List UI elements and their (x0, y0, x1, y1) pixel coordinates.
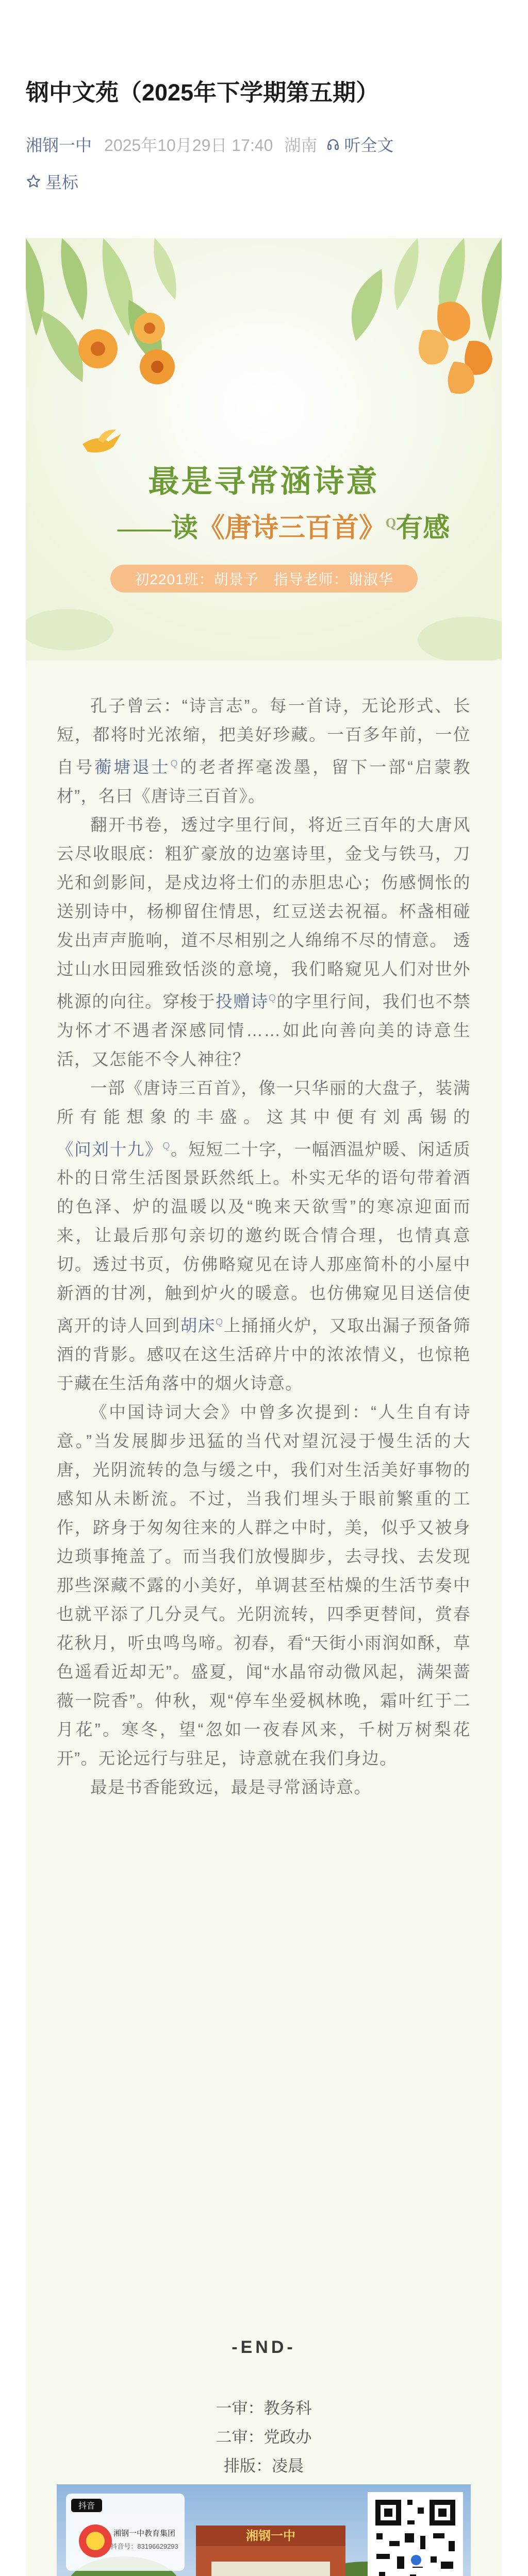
listen-full-label: 听全文 (344, 136, 394, 155)
paragraph-1: 孔子曾云：“诗言志”。每一首诗，无论形式、长短，都将时光浓缩，把美好珍藏。一百多年前，一位自号蘅塘退士$^Q$的老者挥毫泼墨，留下一部“启蒙教材”，名曰《唐诗三百首》。 (57, 697, 471, 805)
credit-line: 二审：党政办 (216, 2428, 312, 2446)
star-outline-icon (26, 174, 41, 189)
headphones-icon (326, 138, 340, 151)
article-body (57, 691, 471, 1802)
publish-location: 湖南 (284, 136, 318, 155)
star-button[interactable] (26, 170, 78, 193)
keyword-link-touzengshi[interactable]: 投赠诗 (216, 992, 269, 1011)
keyword-link-huchuang[interactable]: 胡床 (180, 1316, 216, 1335)
listen-full-button[interactable] (326, 132, 393, 156)
banner-subtitle: ——读《唐诗三百首》$^Q$有感 (117, 514, 450, 543)
paragraph-2: 翻开书卷，透过字里行间，将近三百年的大唐风云尽收眼底：粗犷豪放的边塞诗里，金戈与铁马，刀光和剑影间，是戍边将士们的赤胆忠心；伤感惆怅的送别诗中，杨柳留住情思，红豆送去祝福。杯盏相碰发出声声脆响，道不尽相别之人绵绵不尽的情意。 透过山水田园雅致恬淡的意境，我们略窥见人们对世外桃源的向往。穿梭于投赠诗$^Q$的字里行间，我们也不禁为怀才不遇者深感同情……如此向善向美的诗意生活，又怎能不令人神往？ (57, 815, 471, 1069)
keyword-link-wenliushijiu[interactable]: 《问刘十九》 (57, 1140, 163, 1159)
floral-banner-illustration (26, 238, 502, 660)
search-mini-icon: Q (268, 992, 277, 1003)
search-mini-icon: Q (162, 1140, 171, 1151)
credit-line: 一审：教务科 (216, 2399, 312, 2417)
search-mini-icon: Q (385, 515, 397, 531)
end-mark: -END- (232, 2337, 296, 2357)
search-mini-icon: Q (170, 758, 179, 769)
article-meta (26, 133, 393, 156)
douyin-account-id: 抖音号：83196629293 (110, 2543, 178, 2550)
banner-subtitle-book[interactable]: 《唐诗三百首》 (197, 514, 386, 543)
star-label: 星标 (45, 173, 79, 192)
article-body-panel (26, 238, 502, 2576)
gate-text: 湘钢一中 (246, 2529, 295, 2543)
credits (26, 2394, 502, 2481)
search-mini-icon: Q (216, 1317, 224, 1328)
publish-datetime: 2025年10月29日 17:40 (104, 136, 273, 155)
account-name-link[interactable]: 湘钢一中 (26, 136, 92, 155)
paragraph-5: 最是书香能致远，最是寻常涵诗意。 (90, 1778, 372, 1797)
byline-pill: 初2201班：胡景予 指导老师：谢淑华 (110, 565, 418, 592)
paragraph-4: 《中国诗词大会》中曾多次提到：“人生自有诗意。”当发展脚步迅猛的当代对望沉浸于慢生活的大唐，光阴流转的急与缓之中，我们对生活美好事物的感知从未断流。不过，当我们埋头于眼前繁重的工作，跻身于匆匆往来的人群之中时，美，似乎又被身边琐事掩盖了。而当我们放慢脚步，去寻找、去发现那些深藏不露的小美好，单调甚至枯燥的生活节奏中也就平添了几分灵气。光阴流转，四季更替间，赏春花秋月，听虫鸣鸟啼。初春，看“天街小雨润如酥，草色遥看近却无”。盛夏，闻“水晶帘动微风起，满架蔷薇一院香”。仲秋，观“停车坐爱枫林晚，霜叶红于二月花”。寒冬，望“忽如一夜春风来，千树万树梨花开”。无论远行与驻足，诗意就在我们身边。 (57, 1403, 471, 1768)
paragraph-3: 一部《唐诗三百首》，像一只华丽的大盘子，装满所有能想象的丰盛。这其中便有刘禹锡的《问刘十九》$^Q$。短短二十字，一幅酒温炉暖、闲适质朴的日常生活图景跃然纸上。朴实无华的语句带着酒的色泽、炉的温暖以及“晚来天欲雪”的寒凉迎面而来，让最后那句亲切的邀约既合情合理，也情真意切。透过书页，仿佛略窥见在诗人那座简朴的小屋中新酒的甘冽，触到炉火的暖意。也仿佛窥见目送信使离开的诗人回到胡床$^Q$上捅捅火炉，又取出漏子预备筛酒的背影。感叹在这生活碎片中的浓浓情义，也惊艳于藏在生活角落中的烟火诗意。 (57, 1078, 471, 1393)
douyin-badge: 抖音 (78, 2502, 95, 2511)
douyin-account-name: 湘钢一中教育集团 (113, 2529, 176, 2538)
article-title: 钢中文苑（2025年下学期第五期） (26, 79, 380, 106)
banner-title: 最是寻常涵诗意 (148, 465, 380, 499)
school-gate-qr-image[interactable] (57, 2484, 471, 2576)
credit-line: 排版：凌晨 (224, 2457, 304, 2475)
keyword-link-hengtang[interactable]: 蘅塘退士 (94, 757, 171, 776)
